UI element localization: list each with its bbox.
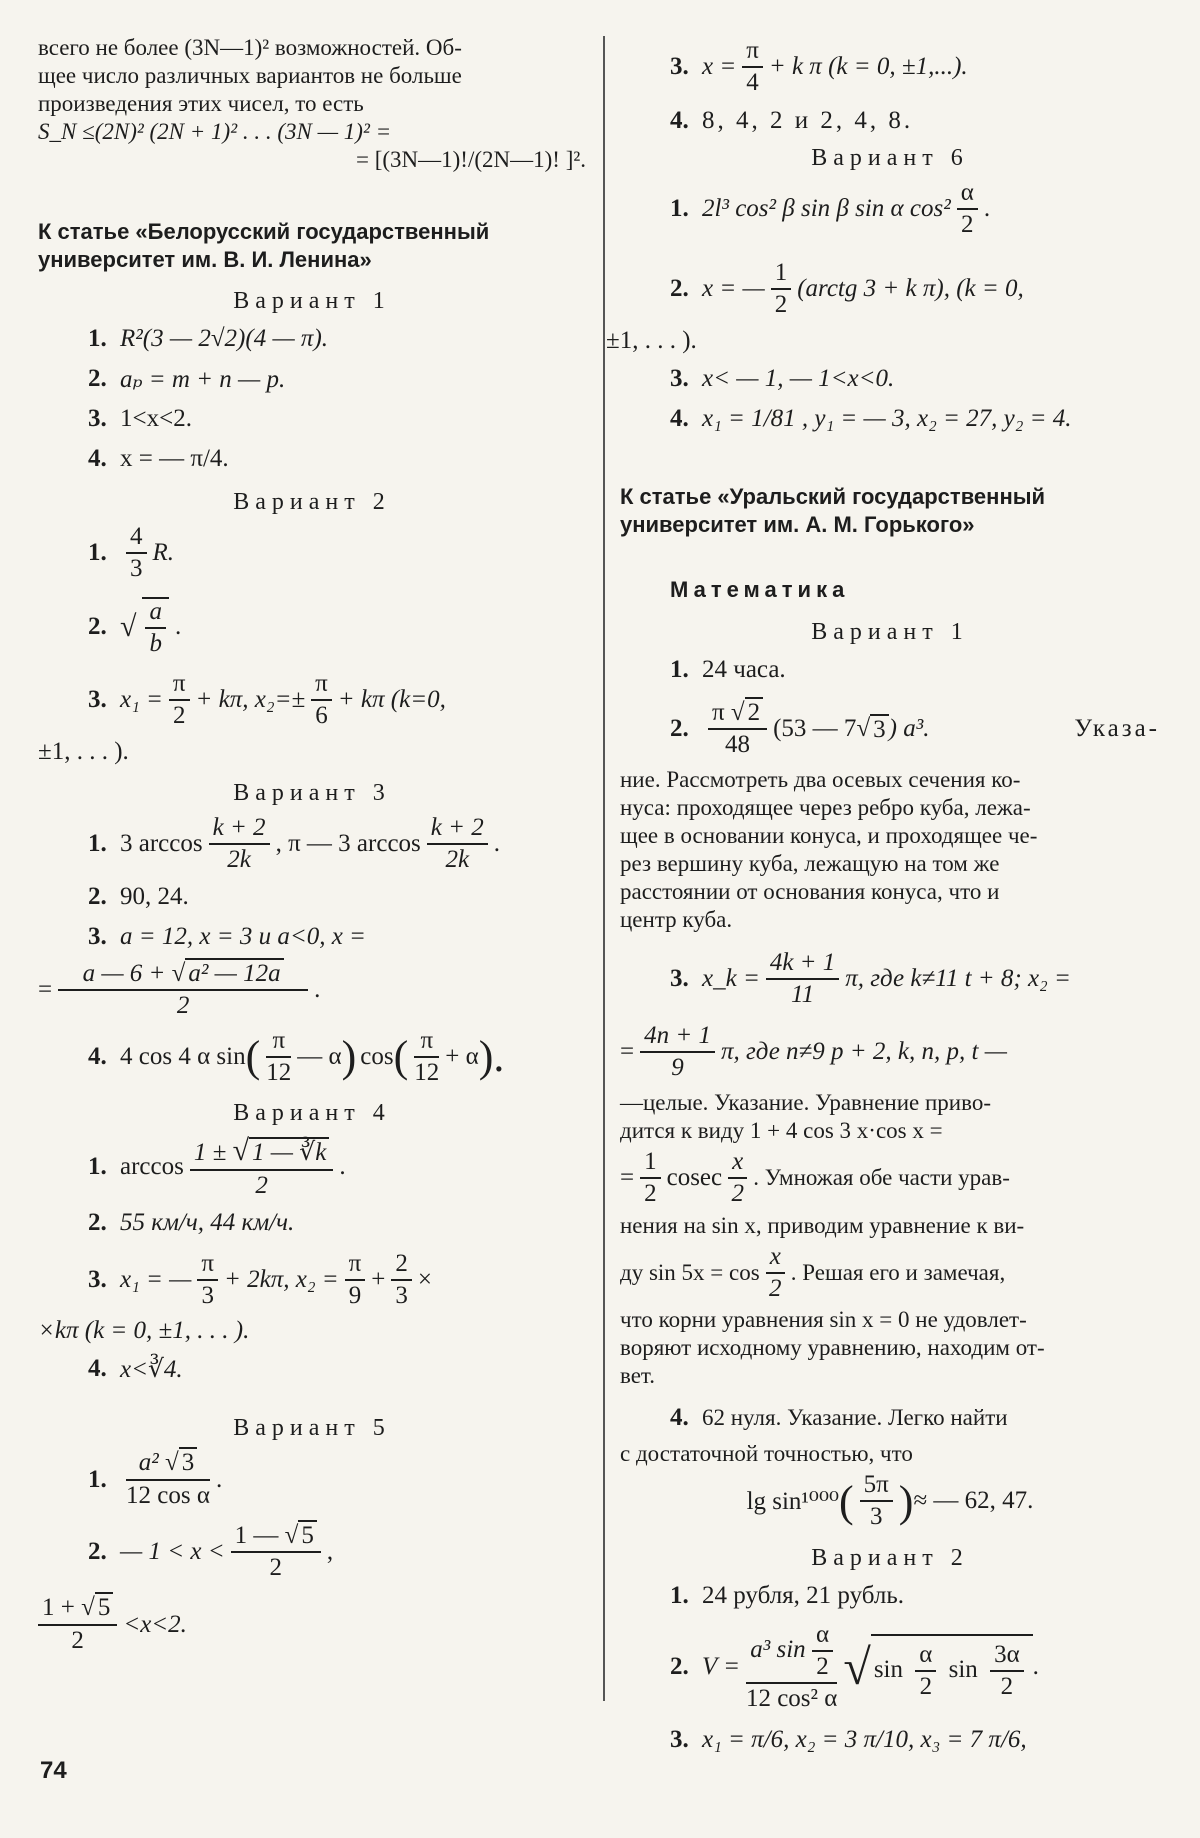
answer-item: 4. 62 нуля. Указание. Легко найти bbox=[670, 1404, 1008, 1431]
answer-text: 90, 24. bbox=[120, 883, 189, 910]
fraction: $\frac{k + 2}{2k}$ bbox=[427, 815, 488, 874]
fraction: $\frac{\pi}{9}$ bbox=[345, 1251, 366, 1310]
variant-title: Вариант 3 bbox=[233, 779, 391, 806]
answer-item: 3. x₁ = $\frac{\pi}{2}$ + kπ, x₂=± $\frac{\pi}{6}$ + kπ (k=0, bbox=[88, 670, 446, 730]
answer-item: 3. x₁ = — $\frac{\pi}{3}$ + 2kπ, x₂ = $\frac{\pi}{9}$ + $\frac{2}{3}$ × bbox=[88, 1249, 433, 1309]
left-column bbox=[38, 34, 586, 1662]
answer-number: 2. bbox=[88, 612, 107, 640]
hint-line: ние. Рассмотреть два осевых сечения ко- bbox=[620, 767, 1021, 792]
variant-title: Вариант 6 bbox=[811, 144, 969, 171]
page-number: 74 bbox=[40, 1757, 67, 1784]
fraction: $\frac{5\pi}{3}$ bbox=[860, 1472, 893, 1531]
answer-number: 3. bbox=[88, 923, 107, 950]
variant-title: Вариант 4 bbox=[233, 1100, 391, 1126]
fraction: $\frac{\pi}{12}$ bbox=[414, 1026, 440, 1086]
answer-number: 4. bbox=[670, 106, 689, 134]
answer-number: 2. bbox=[88, 883, 107, 910]
answer-text: . bbox=[174, 612, 182, 640]
variant-title: Вариант 2 bbox=[811, 1544, 969, 1571]
answer-number: 4. bbox=[88, 1355, 107, 1383]
fraction: $\frac{\pi}{12}$ bbox=[266, 1026, 292, 1086]
fraction: $\frac{\pi}{3}$ bbox=[197, 1251, 218, 1310]
answer-text: 24 часа. bbox=[702, 655, 786, 683]
answer-item: 2. — 1 < x < $\frac{1 — √ 5}{2}$ , bbox=[88, 1521, 334, 1581]
fraction: $\frac{x}{2}$ bbox=[766, 1244, 785, 1303]
answer-number: 2. bbox=[670, 1652, 689, 1680]
answer-continuation: = $\frac{4n + 1}{9}$ π, где n≠9 p + 2, k, n, p, t — bbox=[620, 1021, 1007, 1081]
hint-line: что корни уравнения sin x = 0 не удовлет- bbox=[620, 1307, 1027, 1332]
answer-number: 3. bbox=[670, 965, 689, 993]
answer-item: 2. $\frac{\pi √ 2}{48}$ (53 — 7 √ 3 ) a³. Указа- bbox=[670, 698, 1160, 758]
fraction: $\frac{4k + 1}{11}$ bbox=[766, 950, 839, 1009]
right-column bbox=[606, 30, 1160, 1764]
answer-item: 2. V = a³ sin $\frac{\alpha}{2}$ 12 cos² α √ sin $\frac{\alpha}{2}$ sin $\frac{3\alpha}{2}$ . bbox=[670, 1620, 1039, 1712]
answer-number: 2. bbox=[88, 365, 107, 392]
answer-text: x₁ = 1/81 , y₁ = — 3, x₂ = 27, y₂ = 4. bbox=[702, 404, 1072, 432]
hint-line: вет. bbox=[620, 1363, 656, 1388]
answer-item: 4. 4 cos 4 α sin ( $\frac{\pi}{12}$ — α ) cos ( $\frac{\pi}{12}$ + α ). bbox=[88, 1026, 505, 1086]
answer-item bbox=[38, 597, 586, 658]
fraction: $\frac{1 \pm √ 1 — ∛k}{2}$ bbox=[190, 1135, 333, 1199]
fraction: $\frac{4n + 1}{9}$ bbox=[640, 1023, 715, 1082]
article-title: К статье «Белорусский государственный bbox=[38, 219, 490, 244]
answer-number: 4. bbox=[670, 404, 689, 432]
answer-item: 2. x = — $\frac{1}{2}$ (arctg 3 + k π), (k = 0, bbox=[670, 259, 1024, 319]
answer-number: 1. bbox=[670, 194, 689, 222]
fraction: $\frac{\pi √ 2}{48}$ bbox=[708, 700, 767, 759]
hint-line: нуса: проходящее через ребро куба, лежа- bbox=[620, 795, 1031, 820]
answer-item: 3. x = $\frac{\pi}{4}$ + k π (k = 0, ±1,...). bbox=[670, 37, 968, 97]
answer-continuation: = $\frac{\text{a — 6 + √ a² — 12a}}{2}$ . bbox=[38, 960, 321, 1020]
answer-number: 4. bbox=[88, 1042, 107, 1070]
answer-number: 3. bbox=[88, 686, 107, 714]
answer-text: 24 рубля, 21 рубль. bbox=[702, 1581, 904, 1609]
answer-item bbox=[38, 524, 586, 583]
answer-item: 1. 2l³ cos² β sin β sin α cos² $\frac{\alpha}{2}$ . bbox=[670, 178, 991, 238]
answer-text: 8, 4, 2 и 2, 4, 8. bbox=[702, 106, 914, 134]
answer-continuation: $\frac{1 + √ 5}{2}$ <x<2. bbox=[38, 1595, 586, 1654]
fraction: $\frac{\pi}{6}$ bbox=[311, 671, 332, 730]
article-title: университет им. А. М. Горького» bbox=[620, 511, 975, 537]
hint-line: нения на sin x, приводим уравнение к ви- bbox=[620, 1212, 1025, 1238]
answer-number: 1. bbox=[88, 539, 107, 567]
answer-number: 1. bbox=[88, 1152, 107, 1180]
article-title: университет им. В. И. Ленина» bbox=[38, 247, 372, 272]
radical-sign: √ bbox=[120, 609, 137, 643]
fraction: $\frac{1 — √ 5}{2}$ bbox=[231, 1523, 321, 1582]
answer-number: 3. bbox=[670, 53, 689, 81]
hint-line: центр куба. bbox=[620, 907, 733, 932]
answer-text: x<∛4. bbox=[120, 1356, 183, 1384]
answer-item: 3. x_k = $\frac{4k + 1}{11}$ π, где k≠11 t + 8; x₂ = bbox=[670, 949, 1071, 1009]
answer-number: 1. bbox=[670, 1581, 689, 1609]
hint-line: рез вершину куба, лежащую на том же bbox=[620, 851, 1000, 876]
hint-line: дится к виду 1 + 4 cos 3 x·cos x = bbox=[620, 1118, 943, 1143]
variant-title: Вариант 1 bbox=[811, 618, 969, 645]
intro-line: всего не более (3N—1)² возможностей. Об- bbox=[38, 35, 462, 60]
answer-text: R²(3 — 2√2)(4 — π). bbox=[120, 325, 329, 352]
variant-title: Вариант 2 bbox=[233, 489, 391, 515]
answer-item bbox=[620, 105, 1160, 137]
answer-number: 1. bbox=[88, 829, 107, 857]
continuation-line: ×kπ (k = 0, ±1, . . . ). bbox=[38, 1317, 250, 1345]
intro-line: произведения этих чисел, то есть bbox=[38, 91, 364, 116]
answer-text: x = — π/4. bbox=[120, 445, 229, 472]
answer-item bbox=[38, 403, 586, 435]
variant-title: Вариант 5 bbox=[233, 1415, 391, 1442]
answer-number: 3. bbox=[88, 405, 107, 432]
fraction: a³ sin $\frac{\alpha}{2}$ 12 cos² α bbox=[745, 1620, 838, 1712]
answer-item: 1. 3 arccos $\frac{k + 2}{2k}$ , π — 3 arccos $\frac{k + 2}{2k}$ . bbox=[88, 813, 500, 873]
fraction: $\frac{k + 2}{2k}$ bbox=[209, 815, 270, 874]
hint-line: = $\frac{1}{2}$ cosec $\frac{x}{2}$ . Умножая обе части урав- bbox=[620, 1148, 1010, 1208]
hint-line: ду sin 5x = cos $\frac{x}{2}$ . Решая его и замечая, bbox=[620, 1242, 1006, 1302]
radicand: sin $\frac{\alpha}{2}$ sin $\frac{3\alpha}{2}$ bbox=[871, 1634, 1033, 1701]
intro-line: S_N ≤(2N)² (2N + 1)² . . . (3N — 1)² = bbox=[38, 119, 392, 144]
answer-item: 1. arccos $\frac{1 \pm √ 1 — ∛k}{2}$ . bbox=[88, 1134, 346, 1199]
answer-number: 2. bbox=[88, 1538, 107, 1565]
answer-item bbox=[38, 881, 586, 913]
answer-item bbox=[38, 921, 586, 953]
answer-text: R. bbox=[152, 539, 175, 567]
answer-number: 1. bbox=[88, 325, 107, 352]
answer-number: 2. bbox=[670, 275, 689, 303]
answer-item: 1. $\frac{\text{a² √ 3}}{\text{12 cos α}}$ . bbox=[88, 1449, 223, 1509]
answer-number: 3. bbox=[670, 364, 689, 392]
answer-item bbox=[620, 1580, 1160, 1612]
answer-text: 55 км/ч, 44 км/ч. bbox=[120, 1208, 295, 1236]
answer-item bbox=[620, 654, 1160, 686]
answer-number: 4. bbox=[88, 445, 107, 472]
answer-text: x₁ = π/6, x₂ = 3 π/10, x₃ = 7 π/6, bbox=[702, 1726, 1027, 1754]
answer-number: 4. bbox=[670, 1404, 689, 1431]
answer-item bbox=[38, 323, 586, 355]
hint-line: воряют исходному уравнению, находим от- bbox=[620, 1335, 1045, 1360]
answer-number: 3. bbox=[670, 1726, 689, 1754]
continuation-line: ±1, . . . ). bbox=[606, 326, 697, 354]
fraction: $\frac{a}{b}$ bbox=[142, 597, 169, 658]
fraction: $\frac{\pi}{4}$ bbox=[742, 38, 763, 97]
answer-item bbox=[620, 363, 1160, 395]
article-title: К статье «Уральский государственный bbox=[620, 483, 1046, 509]
fraction: $\frac{4}{3}$ bbox=[126, 524, 147, 583]
answer-number: 1. bbox=[88, 1465, 107, 1493]
formula: lg sin¹⁰⁰⁰ ( $\frac{5\pi}{3}$ ) ≈ — 62, 47. bbox=[746, 1471, 1034, 1531]
hint-line: с достаточной точностью, что bbox=[620, 1441, 913, 1466]
fraction: $\frac{1}{2}$ bbox=[771, 260, 792, 319]
answer-text: x< — 1, — 1<x<0. bbox=[702, 364, 895, 392]
answer-item bbox=[38, 363, 586, 395]
hint-line: —целые. Указание. Уравнение приво- bbox=[620, 1090, 991, 1115]
answer-item bbox=[38, 443, 586, 475]
fraction: $\frac{\pi}{2}$ bbox=[169, 671, 190, 730]
fraction: $\frac{1}{2}$ bbox=[640, 1149, 661, 1208]
intro-line: = [(3N—1)!/(2N—1)! ]². bbox=[356, 147, 586, 172]
fraction: $\frac{\text{a — 6 + √ a² — 12a}}{2}$ bbox=[58, 961, 308, 1020]
variant-title: Вариант 1 bbox=[233, 288, 391, 314]
answer-item bbox=[38, 1353, 586, 1385]
fraction: $\frac{\alpha}{2}$ bbox=[957, 180, 978, 239]
answer-item bbox=[38, 1207, 586, 1239]
answer-text: 1<x<2. bbox=[120, 405, 192, 432]
answer-number: 2. bbox=[88, 1208, 107, 1236]
answer-item bbox=[620, 1724, 1160, 1756]
answer-text: a = 12, x = 3 и a<0, x = bbox=[120, 923, 366, 950]
fraction: $\frac{\text{a² √ 3}}{\text{12 cos α}}$ bbox=[126, 1449, 210, 1509]
fraction: $\frac{1 + √ 5}{2}$ bbox=[38, 1595, 117, 1654]
hint-line: расстоянии от основания конуса, что и bbox=[620, 879, 1000, 904]
answer-text: aₚ = m + n — p. bbox=[120, 366, 286, 393]
fraction: $\frac{2}{3}$ bbox=[391, 1251, 412, 1310]
answer-number: 3. bbox=[88, 1266, 107, 1293]
answer-item bbox=[620, 403, 1160, 435]
hint-line: щее в основании конуса, и проходящее че- bbox=[620, 823, 1038, 848]
continuation-line: ±1, . . . ). bbox=[38, 737, 129, 765]
fraction: $\frac{x}{2}$ bbox=[728, 1149, 747, 1208]
column-divider bbox=[603, 36, 605, 1701]
subject-title: Математика bbox=[670, 576, 850, 602]
answer-number: 2. bbox=[670, 714, 689, 742]
answer-number: 1. bbox=[670, 655, 689, 683]
intro-line: щее число различных вариантов не больше bbox=[38, 63, 462, 88]
